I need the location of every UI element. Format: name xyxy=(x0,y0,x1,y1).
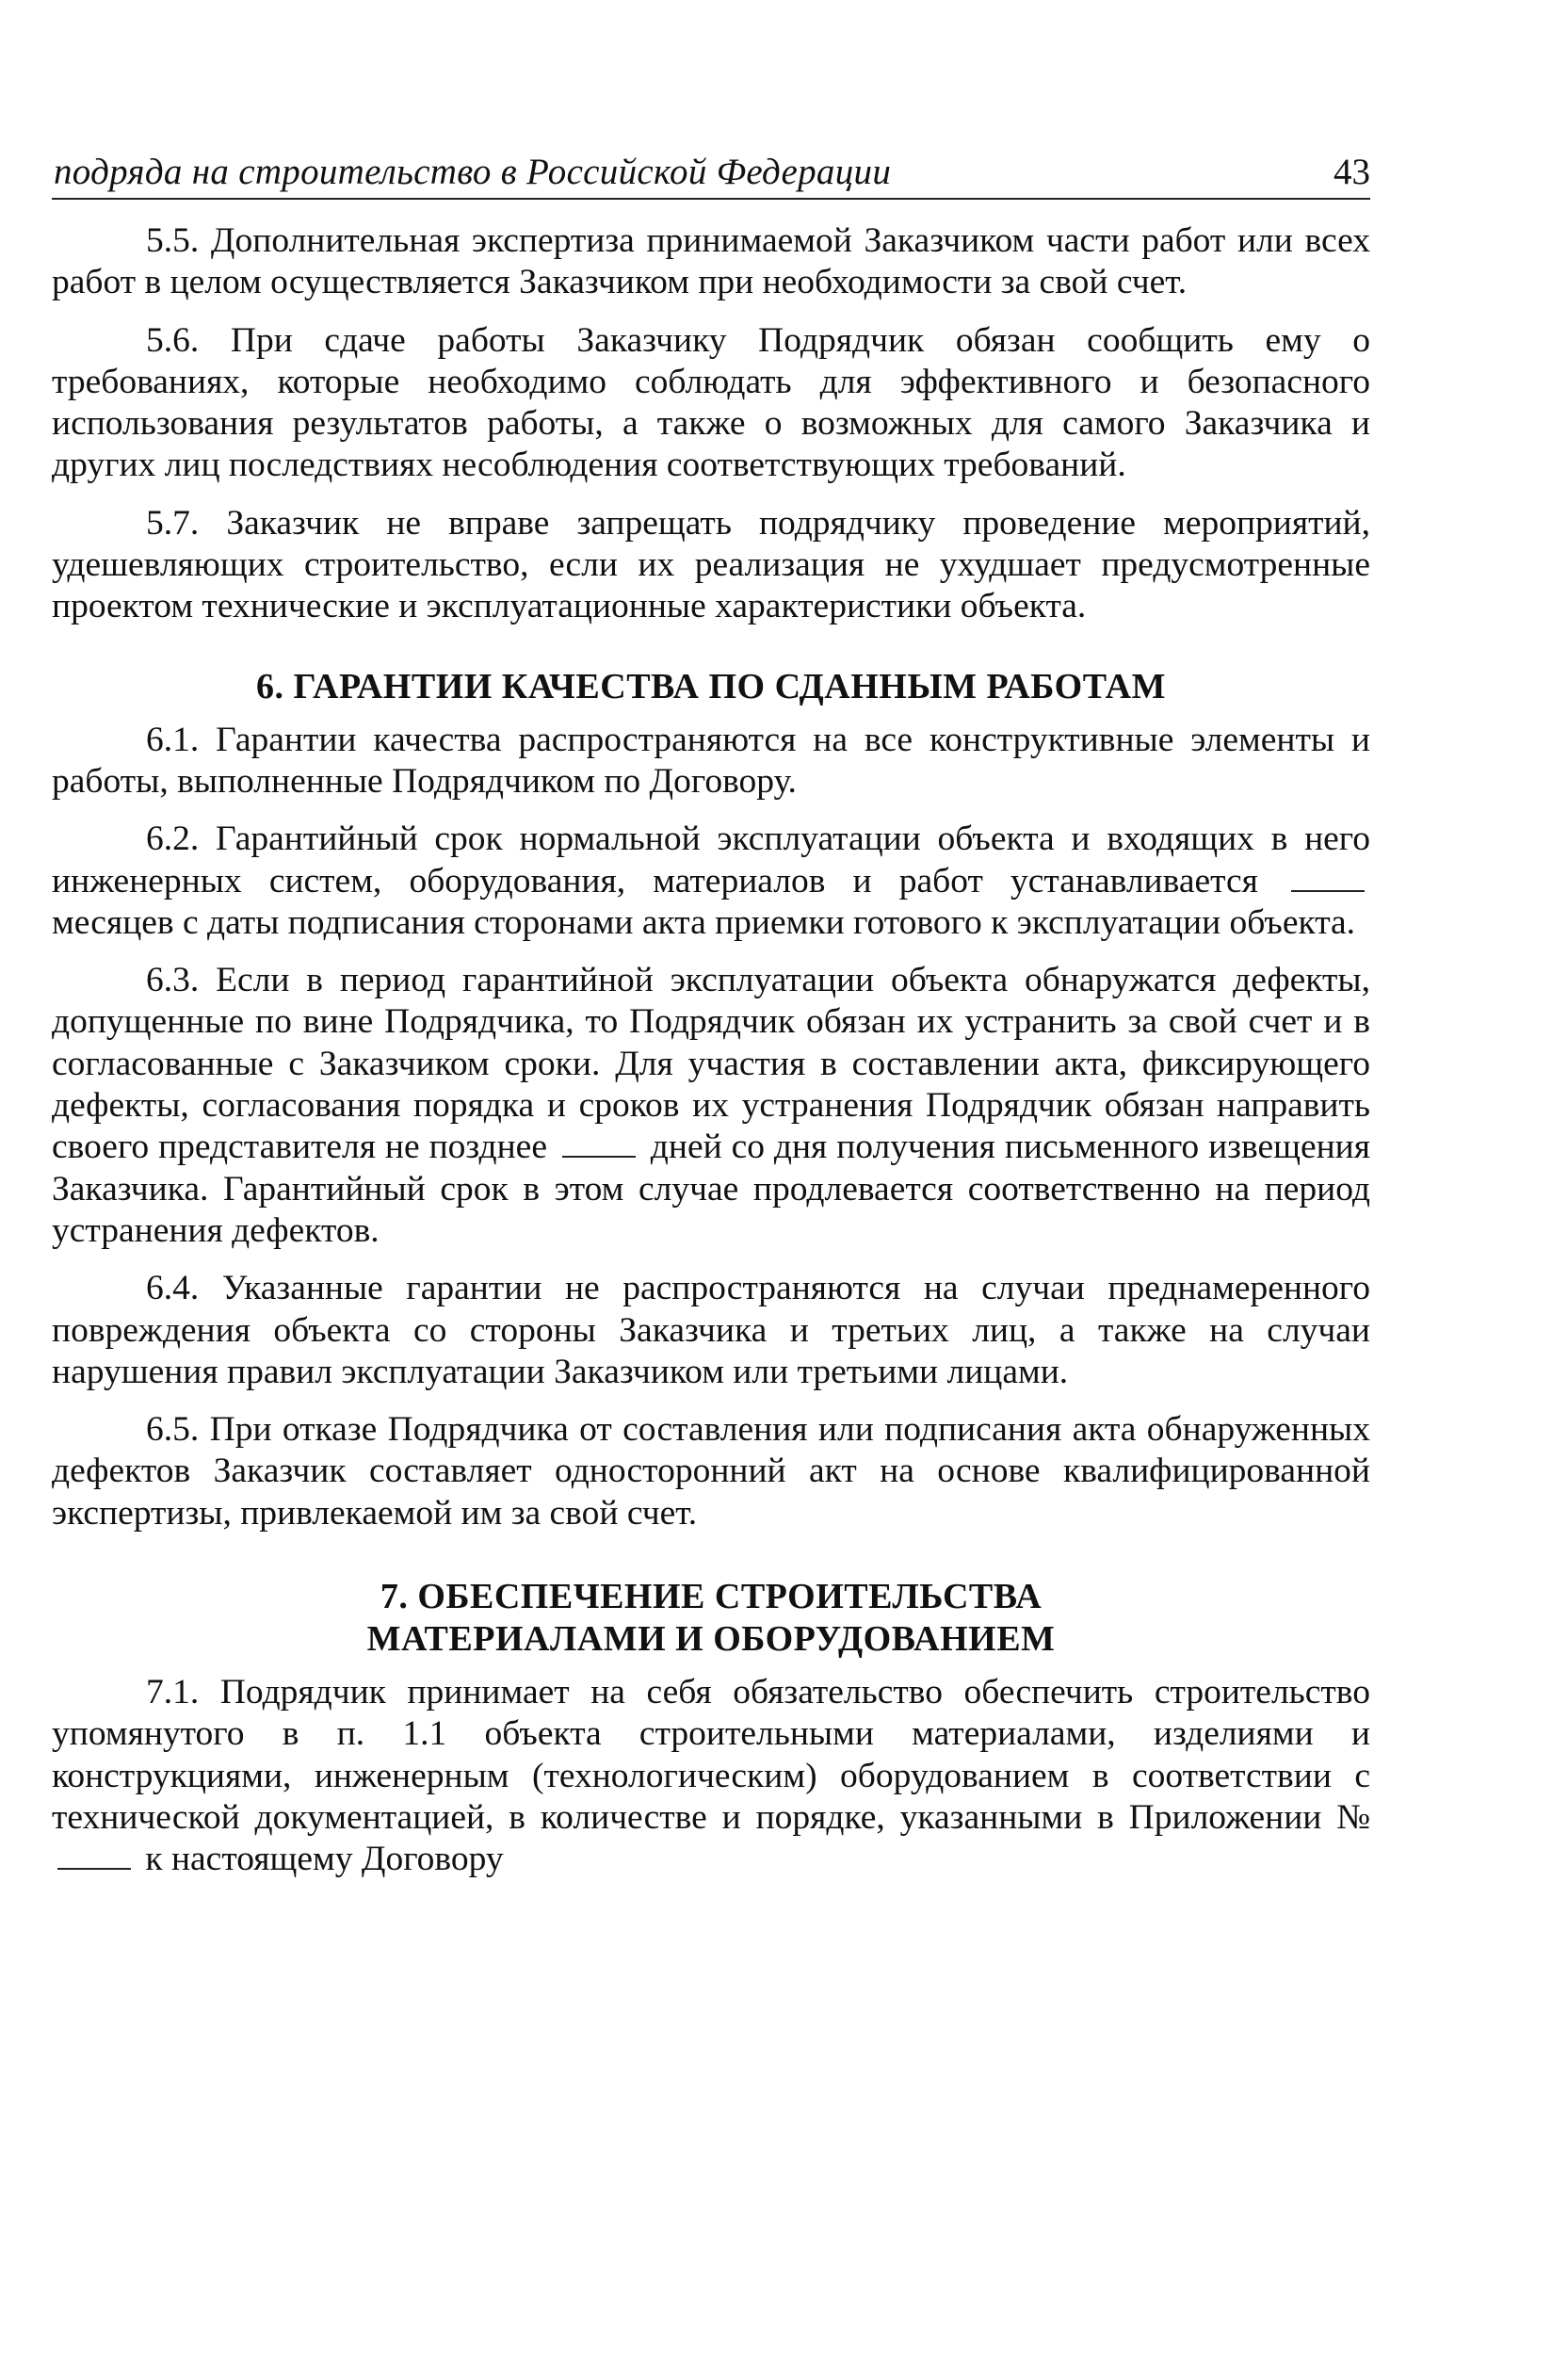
clause-text: месяцев с даты подписания сторонами акта приемки готового к эксплуатации объекта. xyxy=(52,902,1356,942)
fill-in-blank xyxy=(562,1128,636,1158)
section-heading xyxy=(52,1576,1370,1661)
clause-text: 6.3. Если в период гарантийной эксплуатации объекта обнаружатся дефекты, допущенные по вине Подрядчика, то Подрядчик обязан их устранить за свой счет и в согласованные с Заказчиком сроки. Для участия в составлении акта, фиксирующего дефекты, согласования порядка и сроков их устранения Подрядчик обязан направить своего представителя не позднее xyxy=(52,961,1370,1167)
clause-text: 5.5. Дополнительная экспертиза принимаемой Заказчиком части работ или всех работ в целом осуществляется Заказчиком при необходимости за свой счет. xyxy=(52,221,1370,302)
page-number: 43 xyxy=(1334,152,1370,192)
clause-text: 6.5. При отказе Подрядчика от составления или подписания акта обнаруженных дефектов Заказчик составляет односторонний акт на основе квалифицированной экспертизы, привлекаемой им за свой счет. xyxy=(52,1410,1370,1533)
clause-paragraph xyxy=(52,1268,1370,1393)
clause-text: 6.2. Гарантийный срок нормальной эксплуатации объекта и входящих в него инженерных систем, оборудования, материалов и работ устанавливается xyxy=(52,819,1370,901)
clause-text: 7.1. Подрядчик принимает на себя обязательство обеспечить строительство упомянутого в п. 1.1 объекта строительными материалами, изделиями и конструкциями, инженерным (технологическим) оборудованием в соответствии с технической документацией, в количестве и порядке, указанными в Приложении № xyxy=(52,1673,1370,1837)
clause-text: 6.4. Указанные гарантии не распространяются на случаи преднамеренного повреждения объекта со стороны Заказчика и третьих лиц, а также на случаи нарушения правил эксплуатации Заказчиком или третьими лицами. xyxy=(52,1269,1370,1391)
running-title: подряда на строительство в Российской Федерации xyxy=(54,152,892,192)
clause-paragraph xyxy=(52,220,1370,304)
clause-paragraph xyxy=(52,503,1370,628)
clause-paragraph xyxy=(52,1409,1370,1534)
fill-in-blank xyxy=(1291,862,1365,892)
clause-paragraph xyxy=(52,819,1370,944)
clause-text: дней со дня получения письменного извещения Заказчика. Гарантийный срок в этом случае продлевается соответственно на период устранения дефектов. xyxy=(52,1128,1370,1250)
clause-paragraph xyxy=(52,320,1370,487)
section-heading-line: 7. ОБЕСПЕЧЕНИЕ СТРОИТЕЛЬСТВА xyxy=(380,1577,1043,1617)
clause-text: 5.6. При сдаче работы Заказчику Подрядчик обязан сообщить ему о требованиях, которые необходимо соблюдать для эффективного и безопасного использования результатов работы, а также о возможных для самого Заказчика и других лиц последствиях несоблюдения соответствующих требований. xyxy=(52,320,1370,485)
fill-in-blank xyxy=(57,1840,131,1870)
running-header xyxy=(52,141,1370,200)
section-heading-line: 6. ГАРАНТИИ КАЧЕСТВА ПО СДАННЫМ РАБОТАМ xyxy=(256,666,1166,706)
section-heading-line: МАТЕРИАЛАМИ И ОБОРУДОВАНИЕМ xyxy=(366,1619,1056,1660)
clause-paragraph xyxy=(52,960,1370,1252)
clause-paragraph xyxy=(52,1672,1370,1880)
document-page xyxy=(52,141,1370,1897)
clause-text: 6.1. Гарантии качества распространяются на все конструктивные элементы и работы, выполненные Подрядчиком по Договору. xyxy=(52,720,1370,801)
clause-paragraph xyxy=(52,720,1370,803)
clause-text: 5.7. Заказчик не вправе запрещать подрядчику проведение мероприятий, удешевляющих строительство, если их реализация не ухудшает предусмотренные проектом технические и эксплуатационные характеристики объекта. xyxy=(52,503,1370,626)
section-heading xyxy=(52,666,1370,708)
document-body xyxy=(52,220,1370,1881)
clause-text: к настоящему Договору xyxy=(137,1840,504,1879)
